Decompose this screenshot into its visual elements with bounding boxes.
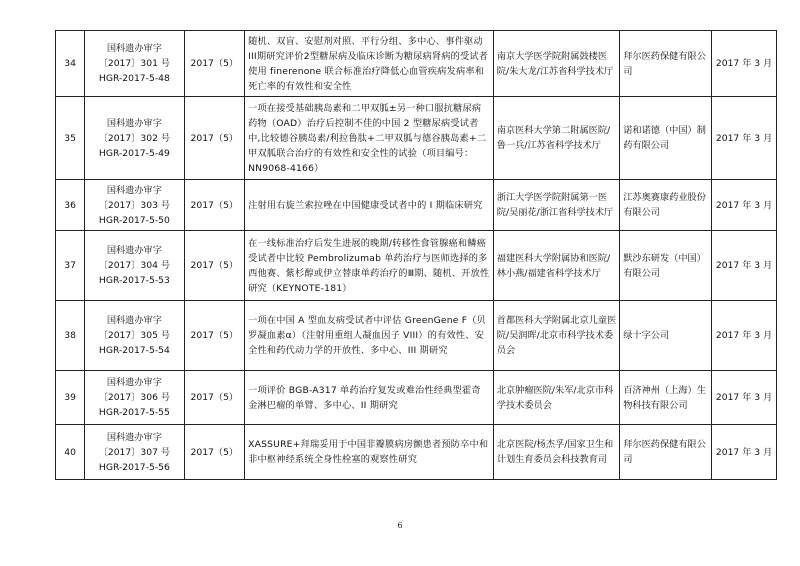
- batch-year: 2017（5）: [184, 425, 245, 480]
- table-row: [56, 31, 777, 97]
- batch-year: 2017（5）: [184, 371, 245, 425]
- sponsor: 江苏奥赛康药业股份有限公司: [620, 180, 712, 231]
- approval-reference: 国科遗办审字 〔2017〕301 号 HGR-2017-5-48: [85, 31, 184, 97]
- approval-date: 2017 年 3 月: [712, 97, 777, 180]
- row-number: 34: [56, 31, 85, 97]
- institution: 北京肿瘤医院/朱军/北京市科学技术委员会: [493, 371, 619, 425]
- study-title: 一项评价 BGB-A317 单药治疗复发或难治性经典型霍奇金淋巴瘤的单臂、多中心、II 期研究: [245, 371, 494, 425]
- approval-table: [55, 30, 777, 480]
- row-number: 38: [56, 301, 85, 371]
- batch-year: 2017（5）: [184, 180, 245, 231]
- approval-date: 2017 年 3 月: [712, 371, 777, 425]
- sponsor: 拜尔医药保健有限公司: [620, 31, 712, 97]
- row-number: 36: [56, 180, 85, 231]
- approval-reference: 国科遗办审字 〔2017〕304 号 HGR-2017-5-53: [85, 231, 184, 301]
- sponsor: 诺和诺德（中国）制药有限公司: [620, 97, 712, 180]
- table-row: [56, 371, 777, 425]
- table-row: [56, 425, 777, 480]
- batch-year: 2017（5）: [184, 31, 245, 97]
- sponsor: 百济神州（上海）生物科技有限公司: [620, 371, 712, 425]
- sponsor: 绿十字公司: [620, 301, 712, 371]
- sponsor: 拜尔医药保健有限公司: [620, 425, 712, 480]
- table-row: [56, 231, 777, 301]
- row-number: 37: [56, 231, 85, 301]
- study-title: 在一线标准治疗后发生进展的晚期/转移性食管腺癌和鳞癌受试者中比较 Pembrolizumab 单药治疗与医师选择的多西他赛、紫杉醇或伊立替康单药治疗的Ⅲ期、随机、开放性研究（KEYNOTE-181）: [245, 231, 494, 301]
- institution: 首都医科大学附属北京儿童医院/吴润晖/北京市科学技术委员会: [493, 301, 619, 371]
- batch-year: 2017（5）: [184, 231, 245, 301]
- sponsor: 默沙东研发（中国）有限公司: [620, 231, 712, 301]
- institution: 北京医院/杨杰孚/国家卫生和计划生育委员会科技教育司: [493, 425, 619, 480]
- table-row: [56, 97, 777, 180]
- approval-reference: 国科遗办审字 〔2017〕303 号 HGR-2017-5-50: [85, 180, 184, 231]
- study-title: 注射用右旋兰索拉唑在中国健康受试者中的 I 期临床研究: [245, 180, 494, 231]
- study-title: 一项在中国 A 型血友病受试者中评估 GreenGene F（贝罗凝血素α）（注射用重组人凝血因子 VIII）的有效性、安全性和药代动力学的开放性、多中心、III 期研究: [245, 301, 494, 371]
- approval-date: 2017 年 3 月: [712, 180, 777, 231]
- table-row: [56, 180, 777, 231]
- study-title: 一项在接受基础胰岛素和二甲双胍±另一种口服抗糖尿病药物（OAD）治疗后控制不佳的中国 2 型糖尿病受试者中,比较德谷胰岛素/利拉鲁肽+二甲双胍与德谷胰岛素+二甲双胍联合治疗的有效性和安全性的试验（项目编号：NN9068-4166）: [245, 97, 494, 180]
- page-number: 6: [397, 521, 403, 530]
- approval-reference: 国科遗办审字 〔2017〕302 号 HGR-2017-5-49: [85, 97, 184, 180]
- study-title: XASSURE+拜瑞妥用于中国非瓣膜病房颤患者预防卒中和非中枢神经系统全身性栓塞的观察性研究: [245, 425, 494, 480]
- approval-date: 2017 年 3 月: [712, 425, 777, 480]
- approval-reference: 国科遗办审字 〔2017〕306 号 HGR-2017-5-55: [85, 371, 184, 425]
- row-number: 39: [56, 371, 85, 425]
- study-title: 随机、双盲、安慰剂对照、平行分组、多中心、事件驱动III期研究评价2型糖尿病及临床诊断为糖尿病肾病的受试者使用 finerenone 联合标准治疗降低心血管疾病发病率和死亡率的有效性和安全性: [245, 31, 494, 97]
- approval-date: 2017 年 3 月: [712, 231, 777, 301]
- row-number: 35: [56, 97, 85, 180]
- approval-date: 2017 年 3 月: [712, 301, 777, 371]
- batch-year: 2017（5）: [184, 301, 245, 371]
- approval-date: 2017 年 3 月: [712, 31, 777, 97]
- institution: 浙江大学医学院附属第一医院/吴丽花/浙江省科学技术厅: [493, 180, 619, 231]
- table-row: [56, 301, 777, 371]
- batch-year: 2017（5）: [184, 97, 245, 180]
- institution: 南京大学医学院附属鼓楼医院/朱大龙/江苏省科学技术厅: [493, 31, 619, 97]
- approval-reference: 国科遗办审字 〔2017〕305 号 HGR-2017-5-54: [85, 301, 184, 371]
- row-number: 40: [56, 425, 85, 480]
- institution: 福建医科大学附属协和医院/林小燕/福建省科学技术厅: [493, 231, 619, 301]
- approval-reference: 国科遗办审字 〔2017〕307 号 HGR-2017-5-56: [85, 425, 184, 480]
- institution: 南京医科大学第二附属医院/鲁一兵/江苏省科学技术厅: [493, 97, 619, 180]
